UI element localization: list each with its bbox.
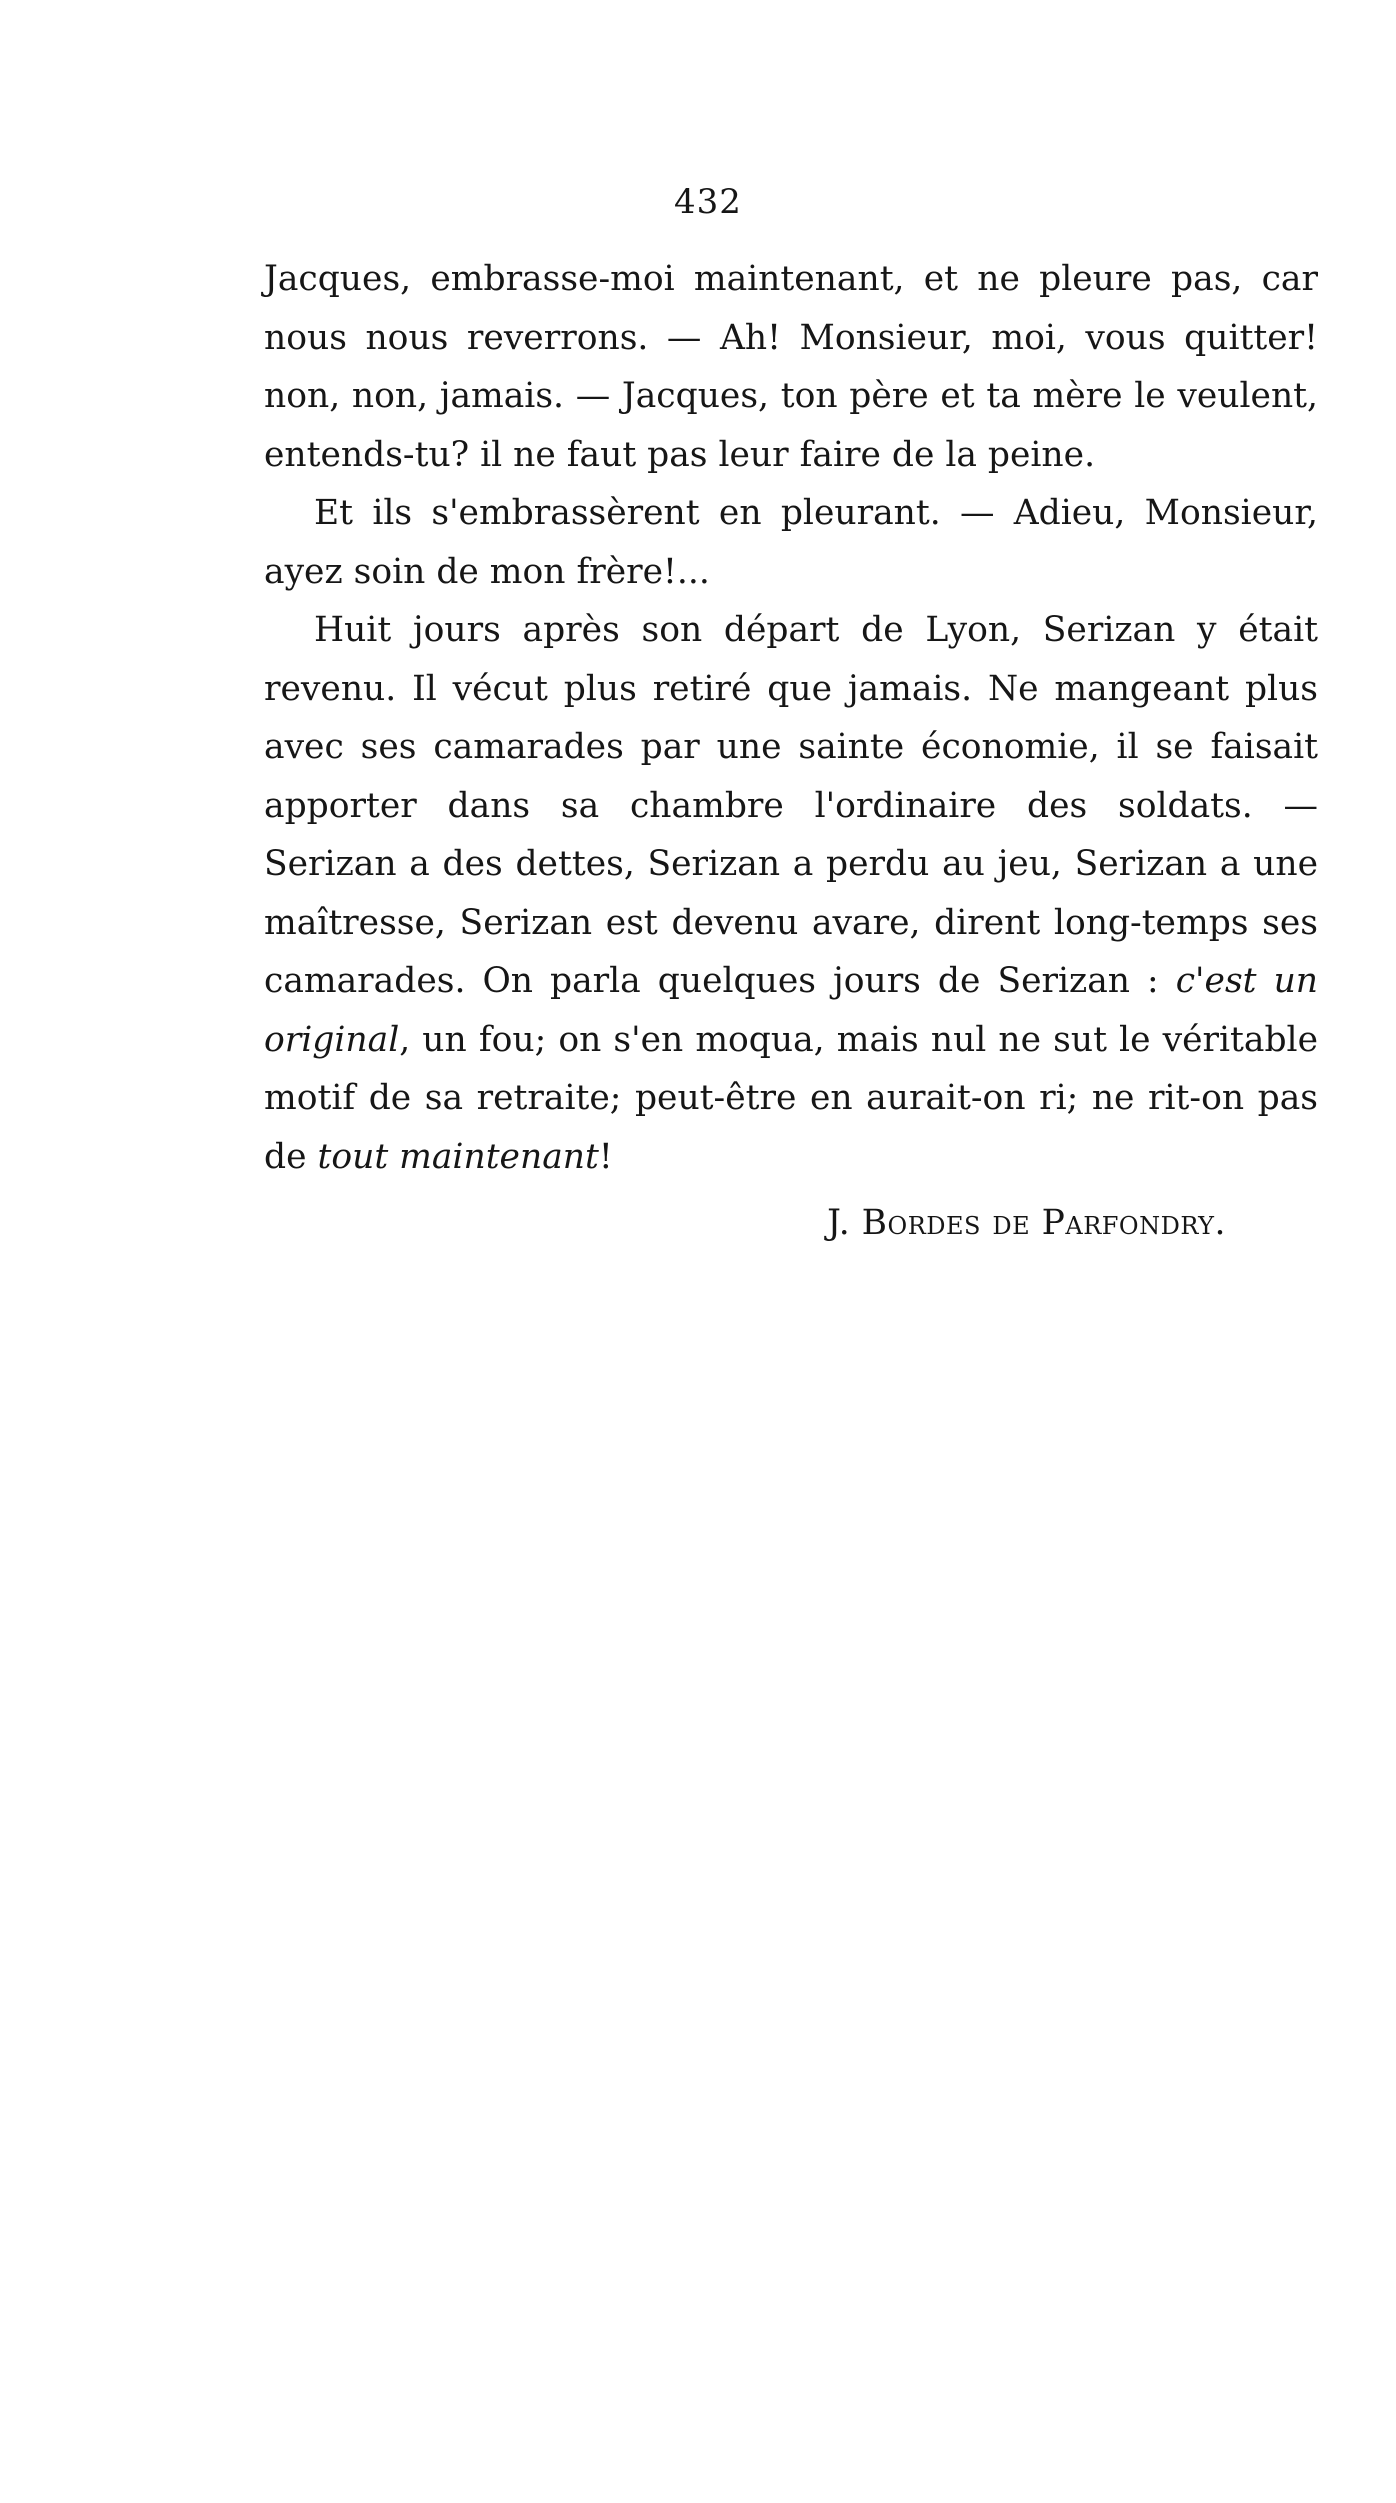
paragraph-serizan-text-2: , un fou; on s'en moqua, mais nul ne sut le véritable motif de sa retraite; peut-être en aurait-on ri; ne rit-on pas de: [264, 1019, 1318, 1177]
page-number: 432: [674, 182, 742, 222]
paragraph-serizan-text-1: Huit jours après son départ de Lyon, Serizan y était revenu. Il vécut plus retiré que jamais. Ne mangeant plus avec ses camarades par une sainte économie, il se faisait apporter dans sa chambre l'ordinaire des soldats. — Serizan a des dettes, Serizan a perdu au jeu, Serizan a une maîtresse, Serizan est devenu avare, dirent long-temps ses camarades. On parla quelques jours de Serizan :: [264, 610, 1318, 1001]
paragraph-dialogue: Jacques, embrasse-moi maintenant, et ne pleure pas, car nous nous reverrons. — Ah! Monsieur, moi, vous quitter! non, non, jamais. — Jacques, ton père et ta mère le veulent, entends-tu? il ne faut pas leur faire de la peine.: [264, 259, 1318, 475]
author-signature: J. Bordes de Parfondry.: [827, 1203, 1226, 1243]
paragraph-serizan-italic-1: c'est un original: [264, 961, 1319, 1060]
paragraph-serizan-text-3: !: [598, 1136, 613, 1177]
paragraph-farewell: Et ils s'embrassèrent en pleurant. — Adieu, Monsieur, ayez soin de mon frère!...: [264, 493, 1318, 592]
paragraph-serizan: [264, 601, 1318, 1186]
body-text: [264, 250, 1318, 1253]
paragraph-serizan-italic-2: tout maintenant: [317, 1136, 599, 1177]
